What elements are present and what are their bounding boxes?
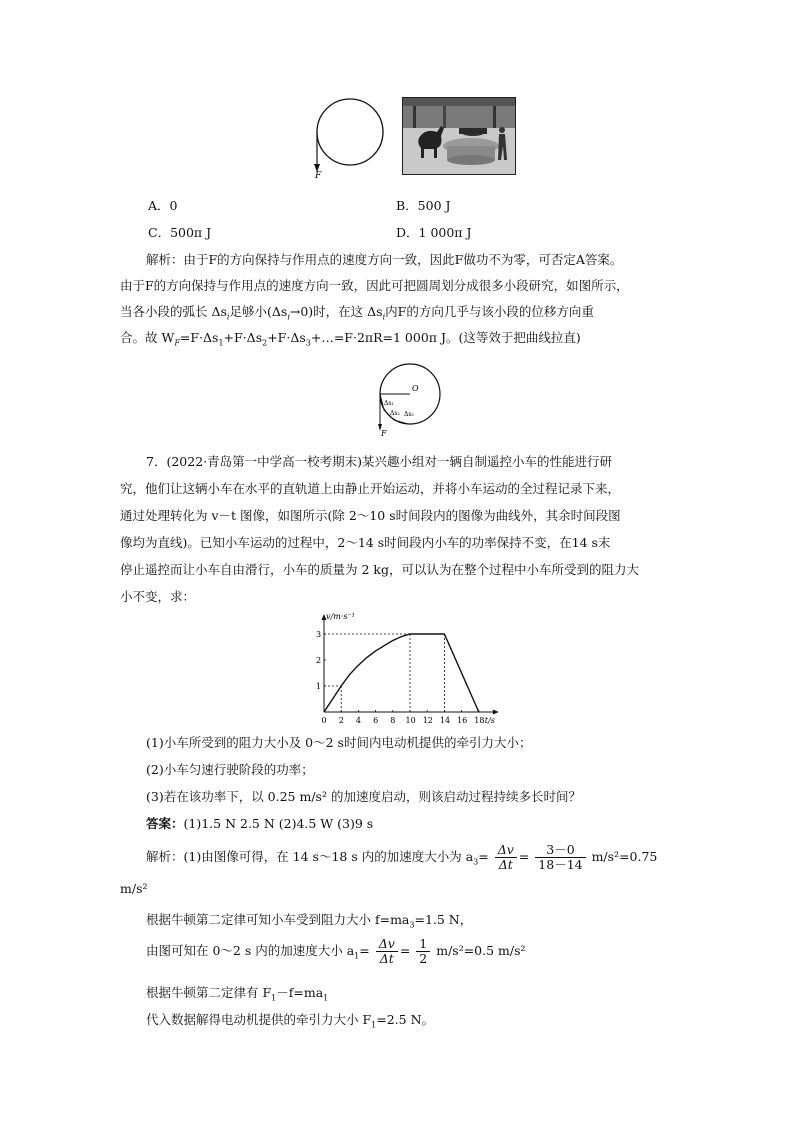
x-tick-label: 2 (338, 716, 344, 725)
ds2-label: Δs₂ (390, 410, 400, 417)
question-2: (2)小车匀速行驶阶段的功率； (146, 762, 314, 777)
solution-line-5: 代入数据解得电动机提供的牵引力大小 $F_1=2.5$ N。 (146, 1012, 435, 1030)
x-tick-label: 14 (439, 716, 451, 725)
q6-analysis-line-3: 当各小段的弧长 $\Delta s_i$足够小$(\Delta s_i\to 0)$时，在这 $\Delta s_i$内F的方向几乎与该小段的位移方向重 (120, 304, 594, 322)
question-1: (1)小车所受到的阻力大小及 0～2 s时间内电动机提供的牵引力大小； (146, 735, 532, 750)
vt-chart (300, 612, 520, 726)
x-tick-label: 16 (457, 716, 468, 725)
ds1-label: Δs₁ (384, 400, 394, 407)
ds3-label: Δs₃ (404, 411, 414, 418)
solution-line-1-cont: m/s² (120, 881, 148, 896)
option-b: B．500 J (396, 198, 451, 213)
x-tick-label: 18 (474, 716, 485, 725)
x-tick-label: 12 (422, 716, 433, 725)
q7-line-6: 小不变，求： (120, 589, 196, 604)
chord-3 (394, 420, 408, 424)
velocity-curve (324, 634, 479, 712)
answer-line (146, 814, 373, 832)
y-tick-label: 2 (316, 656, 322, 665)
x-tick-label: 10 (405, 716, 416, 725)
x-tick-label: 8 (390, 716, 396, 725)
x-tick-label: 4 (355, 716, 361, 725)
q7-line-2: 究，他们让这辆小车在水平的直轨道上由静止开始运动，并将小车运动的全过程记录下来， (120, 481, 621, 496)
option-d: D．1 000π J (396, 225, 472, 240)
q6-analysis-line-1: 解析：由于F的方向保持与作用点的速度方向一致，因此F做功不为零，可否定A答案。 (146, 252, 623, 267)
q7-line-3: 通过处理转化为 v－t 图像，如图所示(除 2～10 s时间段内的图像为曲线外，其余时间段图 (120, 508, 621, 523)
x-tick-label: 6 (373, 716, 379, 725)
donkey-mill-photo (402, 97, 516, 175)
circle-force-figure (305, 96, 395, 180)
center-label: O (412, 384, 419, 393)
solution-line-1: 解析：(1)由图像可得，在 14 s～18 s 内的加速度大小为 $a_3=$ $\frac{\Delta v}{\Delta t}$ = $\frac{3-0}{18-14}$ m/s²=0.75 (146, 842, 658, 872)
track-circle (317, 99, 383, 165)
solution-line-4: 根据牛顿第二定律有 $F_1-f=ma_1$ (146, 985, 329, 1003)
q6-analysis-line-4: 合。故 $W_F=F\cdot\Delta s_1+F\cdot\Delta s_2+F\cdot\Delta s_3+\dots=F\cdot 2\pi R=1$ 000π J。(这等效于把曲线拉直) (120, 330, 581, 348)
y-tick-label: 1 (316, 682, 322, 691)
option-a: A．0 (148, 198, 178, 213)
x-axis-arrow (493, 710, 499, 715)
answer-label: 答案： (146, 816, 184, 831)
force-label: F (315, 171, 322, 181)
y-axis-label: v/m·s⁻¹ (326, 612, 355, 621)
q6-analysis-line-2: 由于F的方向保持与作用点的速度方向一致，因此可把圆周划分成很多小段研究，如图所示， (120, 278, 629, 293)
q7-line-5: 停止遥控而让小车自由滑行，小车的质量为 2 kg，可以认为在整个过程中小车所受到的阻力大 (120, 562, 639, 577)
force-label-mid: F (381, 429, 387, 438)
x-axis-label: t/s (484, 716, 495, 725)
answer-text: (1)1.5 N 2.5 N (2)4.5 W (3)9 s (183, 816, 374, 831)
option-c: C．500π J (148, 225, 212, 240)
question-3: (3)若在该功率下，以 0.25 m/s² 的加速度启动，则该启动过程持续多长时间？ (146, 789, 581, 804)
solution-line-3: 由图可知在 0～2 s 内的加速度大小 $a_1=$ $\frac{\Delta v}{\Delta t}$ = $\frac{1}{2}$ m/s²=0.5 m/s² (146, 936, 526, 966)
solution-line-2: 根据牛顿第二定律可知小车受到阻力大小 $f=ma_3=1.5$ N， (146, 912, 473, 930)
q7-line-4: 像均为直线)。已知小车运动的过程中，2～14 s时间段内小车的功率保持不变，在14 s末 (120, 535, 611, 550)
arc-segments-figure (370, 360, 450, 440)
y-tick-label: 3 (316, 630, 322, 639)
x-tick-label: 0 (321, 716, 327, 725)
q7-line-1: 7．(2022·青岛第一中学高一校考期末)某兴趣小组对一辆自制遥控小车的性能进行研 (146, 454, 612, 469)
